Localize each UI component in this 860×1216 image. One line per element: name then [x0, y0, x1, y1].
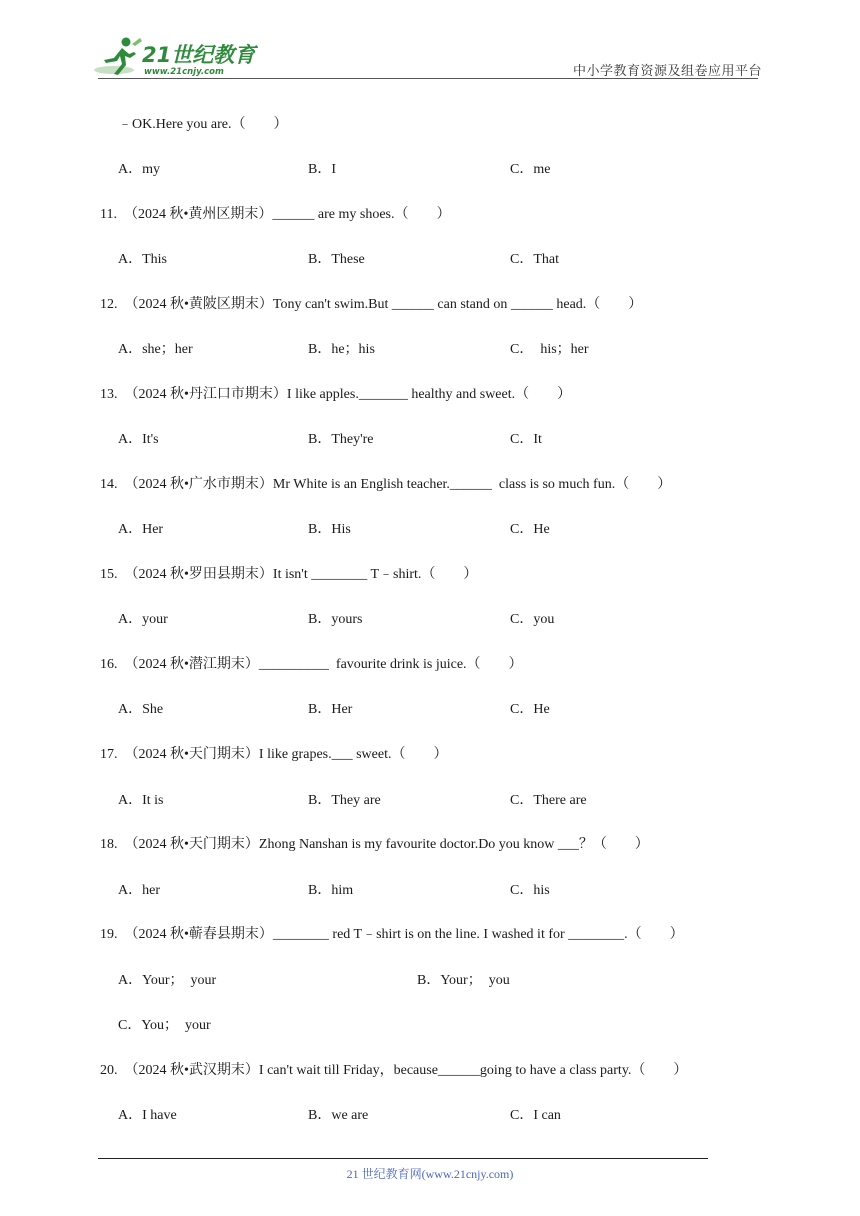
question-20	[100, 1059, 687, 1079]
question-14	[100, 473, 671, 493]
q12-option-a: A．she；her	[118, 342, 193, 357]
question-number: 18.	[100, 837, 118, 852]
q17-option-b: B．They are	[308, 793, 381, 808]
q16-option-a: A．She	[118, 702, 164, 717]
question-stem: I like apples._______ healthy and sweet.（ ）	[286, 387, 572, 402]
q15-option-a: A．your	[118, 612, 168, 627]
question-number: 12.	[100, 297, 118, 312]
question-source: （2024 秋•天门期末）	[124, 837, 259, 852]
question-19	[100, 923, 684, 943]
footer-link[interactable]: 21 世纪教育网(www.21cnjy.com)	[346, 1167, 514, 1181]
question-source: （2024 秋•蕲春县期末）	[124, 927, 273, 942]
q19-option-c: C．You； your	[118, 1018, 211, 1033]
header-divider	[98, 78, 758, 79]
question-stem: I can't wait till Friday，because______going to have a class party.（ ）	[258, 1063, 688, 1078]
question-source: （2024 秋•罗田县期末）	[124, 567, 273, 582]
question-number: 15.	[100, 567, 118, 582]
question-number: 17.	[100, 747, 118, 762]
question-number: 19.	[100, 927, 118, 942]
q14-option-b: B．His	[308, 522, 351, 537]
svg-text:www.21cnjy.com: www.21cnjy.com	[144, 67, 224, 77]
fragment-dialogue: ﹣OK.Here you are.（ ）	[118, 117, 288, 132]
question-number: 14.	[100, 477, 118, 492]
q18-option-b: B．him	[308, 883, 354, 898]
fragment-option-c: C．me	[510, 162, 551, 177]
q16-option-b: B．Her	[308, 702, 353, 717]
question-source: （2024 秋•武汉期末）	[124, 1063, 259, 1078]
question-number: 20.	[100, 1063, 118, 1078]
question-number: 11.	[100, 207, 117, 222]
q13-option-c: C．It	[510, 432, 542, 447]
q18-option-a: A．her	[118, 883, 160, 898]
q14-option-a: A．Her	[118, 522, 164, 537]
q20-option-c: C．I can	[510, 1108, 561, 1123]
q17-option-c: C．There are	[510, 793, 587, 808]
question-16	[100, 653, 523, 673]
question-13	[100, 383, 571, 403]
q20-option-b: B．we are	[308, 1108, 369, 1123]
question-number: 16.	[100, 657, 118, 672]
question-source: （2024 秋•丹江口市期末）	[124, 387, 287, 402]
q17-option-a: A．It is	[118, 793, 164, 808]
question-stem: __________ favourite drink is juice.（ ）	[258, 657, 523, 672]
question-17	[100, 743, 447, 763]
page-header	[0, 0, 860, 80]
q13-option-a: A．It's	[118, 432, 159, 447]
footer-divider	[98, 1158, 708, 1159]
q11-option-a: A．This	[118, 252, 167, 267]
question-source: （2024 秋•黄州区期末）	[123, 207, 273, 222]
q19-option-b: B．Your； you	[417, 973, 510, 988]
fragment-option-a: A．my	[118, 162, 160, 177]
question-number: 13.	[100, 387, 118, 402]
q18-option-c: C．his	[510, 883, 550, 898]
question-source: （2024 秋•潜江期末）	[124, 657, 259, 672]
question-11	[100, 203, 450, 223]
runner-logo-icon	[92, 34, 262, 80]
question-stem: Zhong Nanshan is my favourite doctor.Do you know ___？（ ）	[258, 837, 649, 852]
platform-title: 中小学教育资源及组卷应用平台	[573, 63, 763, 78]
q12-option-b: B．he；his	[308, 342, 375, 357]
svg-text:21世纪教育: 21世纪教育	[142, 43, 256, 67]
q19-option-a: A．Your； your	[118, 973, 217, 988]
q12-option-c: C． his；her	[510, 342, 589, 357]
q16-option-c: C．He	[510, 702, 550, 717]
question-stem: Tony can't swim.But ______ can stand on ______ head.（ ）	[272, 297, 643, 312]
question-12	[100, 293, 642, 313]
fragment-option-b: B．I	[308, 162, 336, 177]
question-stem: It isn't ________ T﹣shirt.（ ）	[272, 567, 478, 582]
q11-option-b: B．These	[308, 252, 365, 267]
question-stem: ________ red T﹣shirt is on the line. I washed it for ________.（ ）	[272, 927, 684, 942]
q20-option-a: A．I have	[118, 1108, 177, 1123]
question-stem: Mr White is an English teacher.______ class is so much fun.（ ）	[272, 477, 672, 492]
question-stem: ______ are my shoes.（ ）	[272, 207, 451, 222]
question-stem: I like grapes.___ sweet.（ ）	[258, 747, 448, 762]
question-source: （2024 秋•广水市期末）	[124, 477, 273, 492]
q15-option-b: B．yours	[308, 612, 363, 627]
question-15	[100, 563, 477, 583]
q14-option-c: C．He	[510, 522, 550, 537]
q11-option-c: C．That	[510, 252, 559, 267]
q15-option-c: C．you	[510, 612, 555, 627]
question-source: （2024 秋•天门期末）	[124, 747, 259, 762]
q13-option-b: B．They're	[308, 432, 374, 447]
question-18	[100, 833, 649, 853]
site-logo	[92, 34, 262, 80]
question-source: （2024 秋•黄陂区期末）	[124, 297, 273, 312]
